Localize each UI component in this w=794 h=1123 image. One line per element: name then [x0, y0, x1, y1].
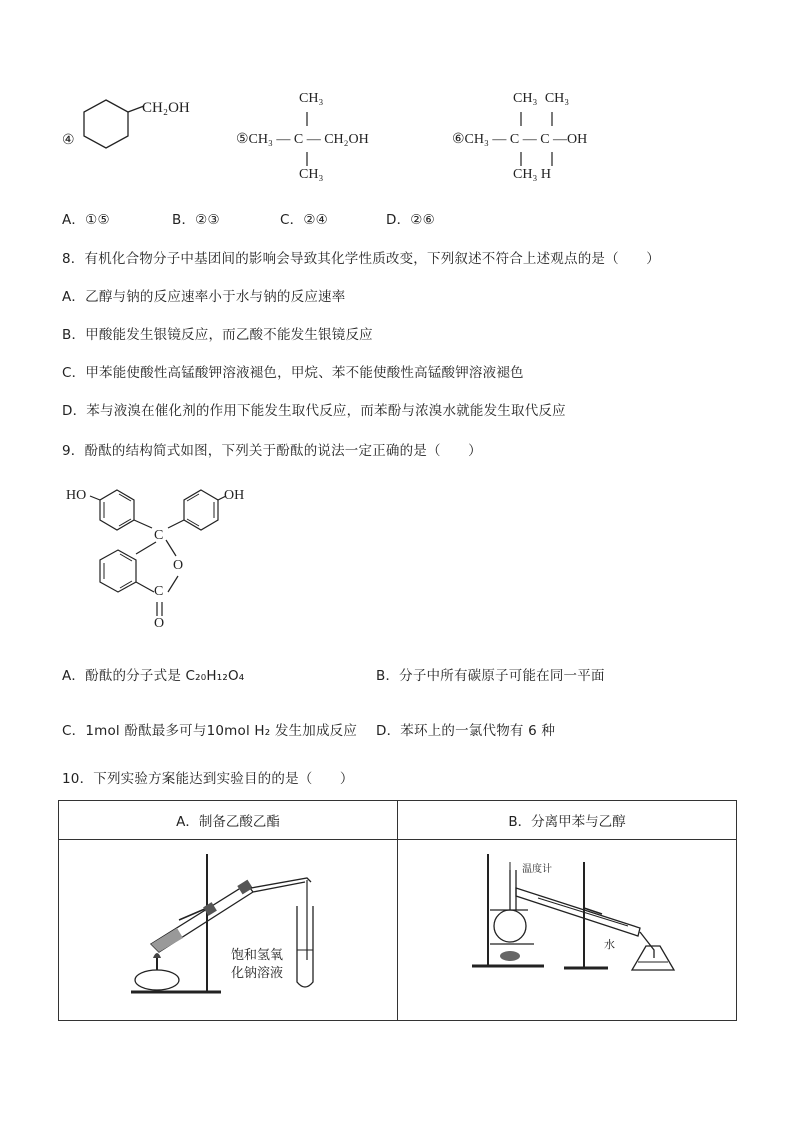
q9-option-d: D．苯环上的一氯代物有 6 种	[376, 723, 556, 739]
structure-4-group: CH₂OH	[142, 100, 190, 116]
apparatus-a-cell	[59, 840, 398, 1021]
q8-option-b: B．甲酸能发生银镜反应，而乙酸不能发生银镜反应	[62, 327, 373, 343]
header-col-b: B．分离甲苯与乙醇	[398, 801, 737, 840]
q9-option-a: A．酚酞的分子式是 C₂₀H₁₂O₄	[62, 668, 245, 684]
q9-option-c: C．1mol 酚酞最多可与10mol H₂ 发生加成反应	[62, 723, 358, 739]
structure-5-main: ⑤CH₃ — C — CH₂OH	[236, 132, 369, 147]
ester-apparatus-drawing	[59, 840, 397, 1020]
q9-stem: 9．酚酞的结构简式如图，下列关于酚酞的说法一定正确的是（ ）	[62, 443, 482, 459]
label-water: 水	[604, 938, 615, 951]
structure-6-main: ⑥CH₃ — C — C —OH	[452, 132, 588, 147]
label-c-carbonyl: C	[154, 584, 164, 599]
q7-option-b: B．②③	[172, 212, 220, 228]
q7-option-a: A．①⑤	[62, 212, 110, 228]
apparatus-b-cell	[398, 840, 737, 1021]
structure-6-top: CH₃ CH₃	[513, 91, 570, 106]
experiment-table	[58, 800, 737, 1021]
q8-option-c: C．甲苯能使酸性高锰酸钾溶液褪色，甲烷、苯不能使酸性高锰酸钾溶液褪色	[62, 365, 524, 381]
structure-4-number: ④	[62, 133, 75, 148]
header-col-a: A．制备乙酸乙酯	[59, 801, 398, 840]
label-naoh-line2: 化钠溶液	[231, 966, 284, 981]
structure-5-bottom: CH₃	[299, 167, 324, 182]
label-o-carbonyl: O	[154, 616, 165, 631]
q10-stem: 10．下列实验方案能达到实验目的的是（ ）	[62, 771, 354, 787]
q8-option-a: A．乙醇与钠的反应速率小于水与钠的反应速率	[62, 289, 346, 305]
label-o-ring: O	[173, 558, 184, 573]
q8-stem: 8．有机化合物分子中基团间的影响会导致其化学性质改变，下列叙述不符合上述观点的是（ ）	[62, 251, 660, 267]
q8-option-d: D．苯与液溴在催化剂的作用下能发生取代反应，而苯酚与浓溴水就能发生取代反应	[62, 403, 566, 419]
label-naoh-line1: 饱和氢氧	[231, 948, 284, 963]
distillation-apparatus-drawing	[398, 840, 738, 1020]
q9-option-b: B．分子中所有碳原子可能在同一平面	[376, 668, 605, 684]
label-oh: OH	[224, 488, 245, 503]
q7-option-c: C．②④	[280, 212, 328, 228]
label-thermometer: 温度计	[522, 864, 552, 875]
structure-6-bottom: CH₃ H	[513, 167, 551, 182]
label-ho: HO	[66, 488, 87, 503]
label-c-center: C	[154, 528, 164, 543]
structure-5-top: CH₃	[299, 91, 324, 106]
q7-option-d: D．②⑥	[386, 212, 435, 228]
